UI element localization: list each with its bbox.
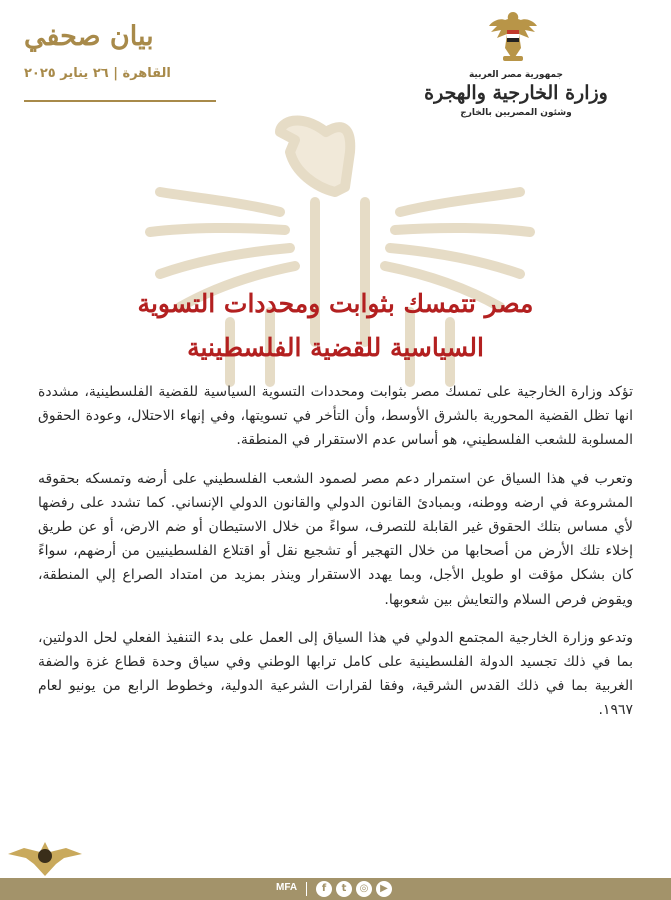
place-date: القاهرة | ٢٦ يناير ٢٠٢٥ <box>24 65 171 81</box>
footer-separator <box>306 882 307 896</box>
eagle-badge-icon <box>4 838 86 878</box>
twitter-icon[interactable]: t <box>336 881 352 897</box>
headline-line-1: مصر تتمسك بثوابت ومحددات التسوية <box>137 289 534 318</box>
body-paragraph-3: وتدعو وزارة الخارجية المجتمع الدولي في هذا السياق إلى العمل على بدء التنفيذ الفعلي لحل الدولتين، بما في ذلك تجسيد الدولة الفلسطينية على كامل ترابها الوطني وفي سياق وحدة قطاع غزة والضفة الغربية بما في ذلك القدس الشرقية، وفقا لقرارات الشرعية الدولية، وخطوط الرابع من يونيو لعام ١٩٦٧. <box>38 629 633 719</box>
facebook-icon[interactable]: f <box>316 881 332 897</box>
body-paragraph-2: وتعرب في هذا السياق عن استمرار دعم مصر لصمود الشعب الفلسطيني على أرضه وتمسكه بحقوقه المشروعة في ارضه ووطنه، وبمبادئ القانون الدولي والقانون الدولي الإنساني. كما تشدد على رفضها لأي مساس بتلك الحقوق غير القابلة للتصرف، سواءً من خلال الاستيطان أو ضم الارض، أو عن طريق إخلاء تلك الأرض من أصحابها من خلال التهجير أو تشجيع نقل أو اقتلاع الفلسطينيين من أرضهم، سواءً كان بشكل مؤقت او طويل الأجل، وبما يهدد الاستقرار وينذر بمزيد من امتداد الصراع إلي المنطقة، ويقوض فرص السلام والتعايش بين شعوبها. <box>38 470 633 608</box>
logo-ministry-name: وزارة الخارجية والهجرة <box>424 82 608 104</box>
eagle-emblem-icon <box>483 8 543 68</box>
statement-headline <box>60 282 611 370</box>
footer-bar <box>0 878 671 900</box>
headline-line-2: السياسية للقضية الفلسطينية <box>187 333 484 362</box>
instagram-icon[interactable]: ◎ <box>356 881 372 897</box>
body-paragraph-1: تؤكد وزارة الخارجية على تمسك مصر بثوابت ومحددات التسوية السياسية للقضية الفلسطينية، مشددة انها تظل القضية المحورية بالشرق الأوسط، وأن التأخر في تسويتها، وفي إنهاء الاحتلال، وعودة الحقوق المسلوبة للشعب الفلسطيني، هو أساس عدم الاستقرار في المنطقة. <box>38 384 633 449</box>
logo-ministry-subtitle: وشئون المصريين بالخارج <box>460 108 572 118</box>
press-release-title: بيان صحفي <box>24 21 154 52</box>
statement-body <box>38 380 633 737</box>
footer-mfa-label: MFA <box>276 882 298 893</box>
press-release-header <box>24 22 204 81</box>
youtube-icon[interactable]: ▶ <box>376 881 392 897</box>
logo-country-name: جمهورية مصر العربية <box>468 70 564 80</box>
